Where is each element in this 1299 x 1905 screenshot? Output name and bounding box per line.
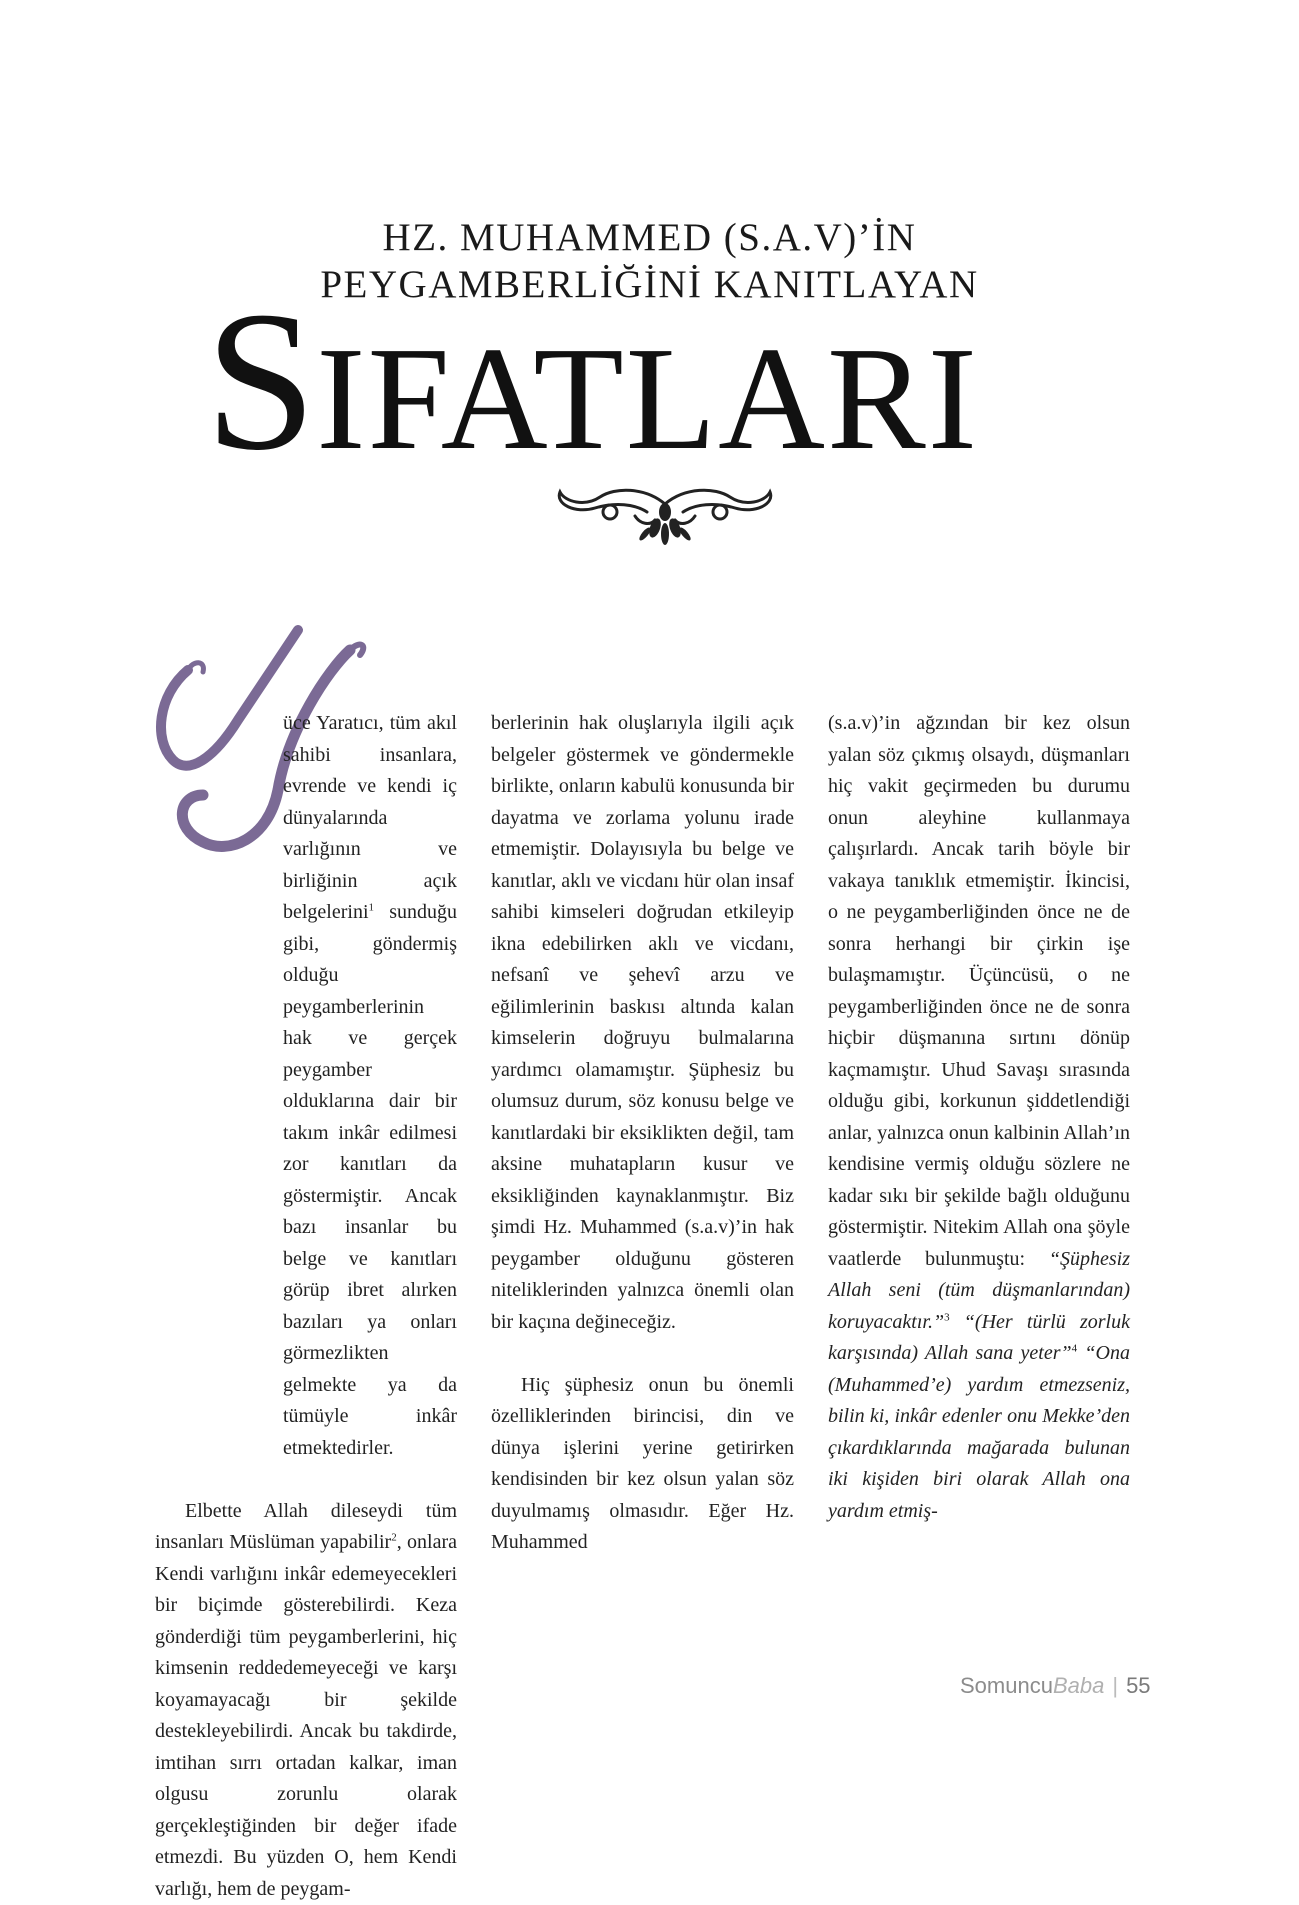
quote-3: “Ona (Muhammed’e) yardım etmezseniz, bilin ki, inkâr edenler onu Mekke’den çıkardıklarında mağarada bulunan iki kişiden biri olarak Allah ona yardım etmiş- <box>828 1342 1130 1522</box>
paragraph-4: Hiç şüphesiz onun bu önemli özelliklerinden birincisi, din ve dünya işlerini yerine getirirken kendisinden bir kez olsun yalan söz duyulmamış olmasıdır. Eğer Hz. Muhammed <box>491 1370 794 1559</box>
intro-text-a: üce Yaratıcı, tüm akıl sahibi insanlara, evrende ve kendi iç dünyalarında varlığının ve birliğinin açık belgelerini <box>283 712 457 923</box>
column-1 <box>155 708 457 1905</box>
title-initial: S <box>205 271 316 492</box>
para5-text: (s.a.v)’in ağzından bir kez olsun yalan söz çıkmış olsaydı, düşmanları hiç vakit geçirmeden bu durumu onun aleyhine kullanmaya çalışırlardı. Ancak tarih böyle bir vakaya tanıklık etmemiştir. İkincisi, o ne peygamberliğinden önce ne de sonra herhangi bir çirkin işe bulaşmamıştır. Üçüncüsü, o ne peygamberliğinden önce ne de sonra hiçbir düşmanına sırtını dönüp kaçmamıştır. Uhud Savaşı sırasında olduğu gibi, korkunun şiddetlendiği anlar, yalnızca onun kalbinin Allah’ın kendisine vermiş olduğu sözlere ne kadar sıkı bir şekilde bağlı olduğunu göstermiştir. Nitekim Allah ona şöyle vaatlerde bulunmuştu: <box>828 712 1130 1270</box>
ornament-flourish-icon <box>555 482 775 552</box>
para2-text-b: , onlara Kendi varlığını inkâr edemeyecekleri bir biçimde gösterebilirdi. Keza gönderdiği tüm peygamberlerini, hiç kimsenin reddedemeyeceği ve karşı koyamayacağı bir şekilde destekleyebilirdi. Ancak bu takdirde, imtihan sırrı ortadan kalkar, iman olgusu zorunlu olarak gerçekleştiğinden bir değer ifade etmezdi. Bu yüzden O, hem Kendi varlığı, hem de peygam- <box>155 1531 457 1900</box>
kicker-line-1: HZ. MUHAMMED (S.A.V)’İN <box>0 215 1299 261</box>
footer-separator: | <box>1112 1673 1118 1698</box>
quote-2: “(Her türlü zorluk karşısında) Allah sana yeter” <box>828 1311 1130 1365</box>
paragraph-3: berlerinin hak oluşlarıyla ilgili açık belgeler göstermek ve göndermekle birlikte, onların kabulü konusunda bir dayatma ve zorlama yolunu irade etmemiştir. Dolayısıyla bu belge ve kanıtlar, aklı ve vicdanı hür olan insaf sahibi kimseleri doğrudan etkileyip ikna edebilirken aklı ve vicdanı, nefsanî ve şehevî arzu ve eğilimlerinin baskısı altında kalan kimselerin doğruyu bulmalarına yardımcı olamamıştır. Şüphesiz bu olumsuz durum, söz konusu belge ve kanıtlardaki bir eksiklikten değil, tam aksine muhatapların kusur ve eksikliğinden kaynaklanmıştır. Biz şimdi Hz. Muhammed (s.a.v)’in hak peygamber olduğunu gösteren niteliklerinden yalnızca önemli olan bir kaçına değineceğiz. <box>491 708 794 1338</box>
quote-1: “Şüphesiz Allah seni (tüm düşmanlarından) koruyacaktır.” <box>828 1248 1130 1333</box>
brand-part-1: Somuncu <box>960 1673 1053 1698</box>
paragraph-2 <box>155 1496 457 1905</box>
footnote-ref-4: 4 <box>1072 1342 1078 1354</box>
kicker-line-2: PEYGAMBERLİĞİNİ KANITLAYAN <box>0 262 1299 308</box>
page-number: 55 <box>1126 1673 1150 1698</box>
page-title <box>205 282 979 482</box>
paragraph-5 <box>828 708 1130 1527</box>
intro-text-b: sunduğu gibi, göndermiş olduğu peygamberlerinin hak ve gerçek peygamber olduklarına dair bir takım inkâr edilmesi zor kanıtları da göstermiştir. Ancak bazı insanlar bu belge ve kanıtları görüp ibret alırken bazıları ya onları görmezlikten gelmekte ya da tümüyle inkâr etmektedirler. <box>283 901 457 1459</box>
footnote-ref-3: 3 <box>944 1311 950 1323</box>
page-footer <box>960 1673 1151 1699</box>
column-3 <box>828 708 1130 1527</box>
footnote-ref-2: 2 <box>391 1531 397 1543</box>
paragraph-intro <box>155 708 457 1464</box>
brand-part-2: Baba <box>1053 1673 1104 1698</box>
para2-text-a: Elbette Allah dileseydi tüm insanları Müslüman yapabilir <box>155 1500 457 1554</box>
column-2 <box>491 708 794 1559</box>
footnote-ref-1: 1 <box>369 901 375 913</box>
title-rest: IFATLARI <box>316 317 979 481</box>
